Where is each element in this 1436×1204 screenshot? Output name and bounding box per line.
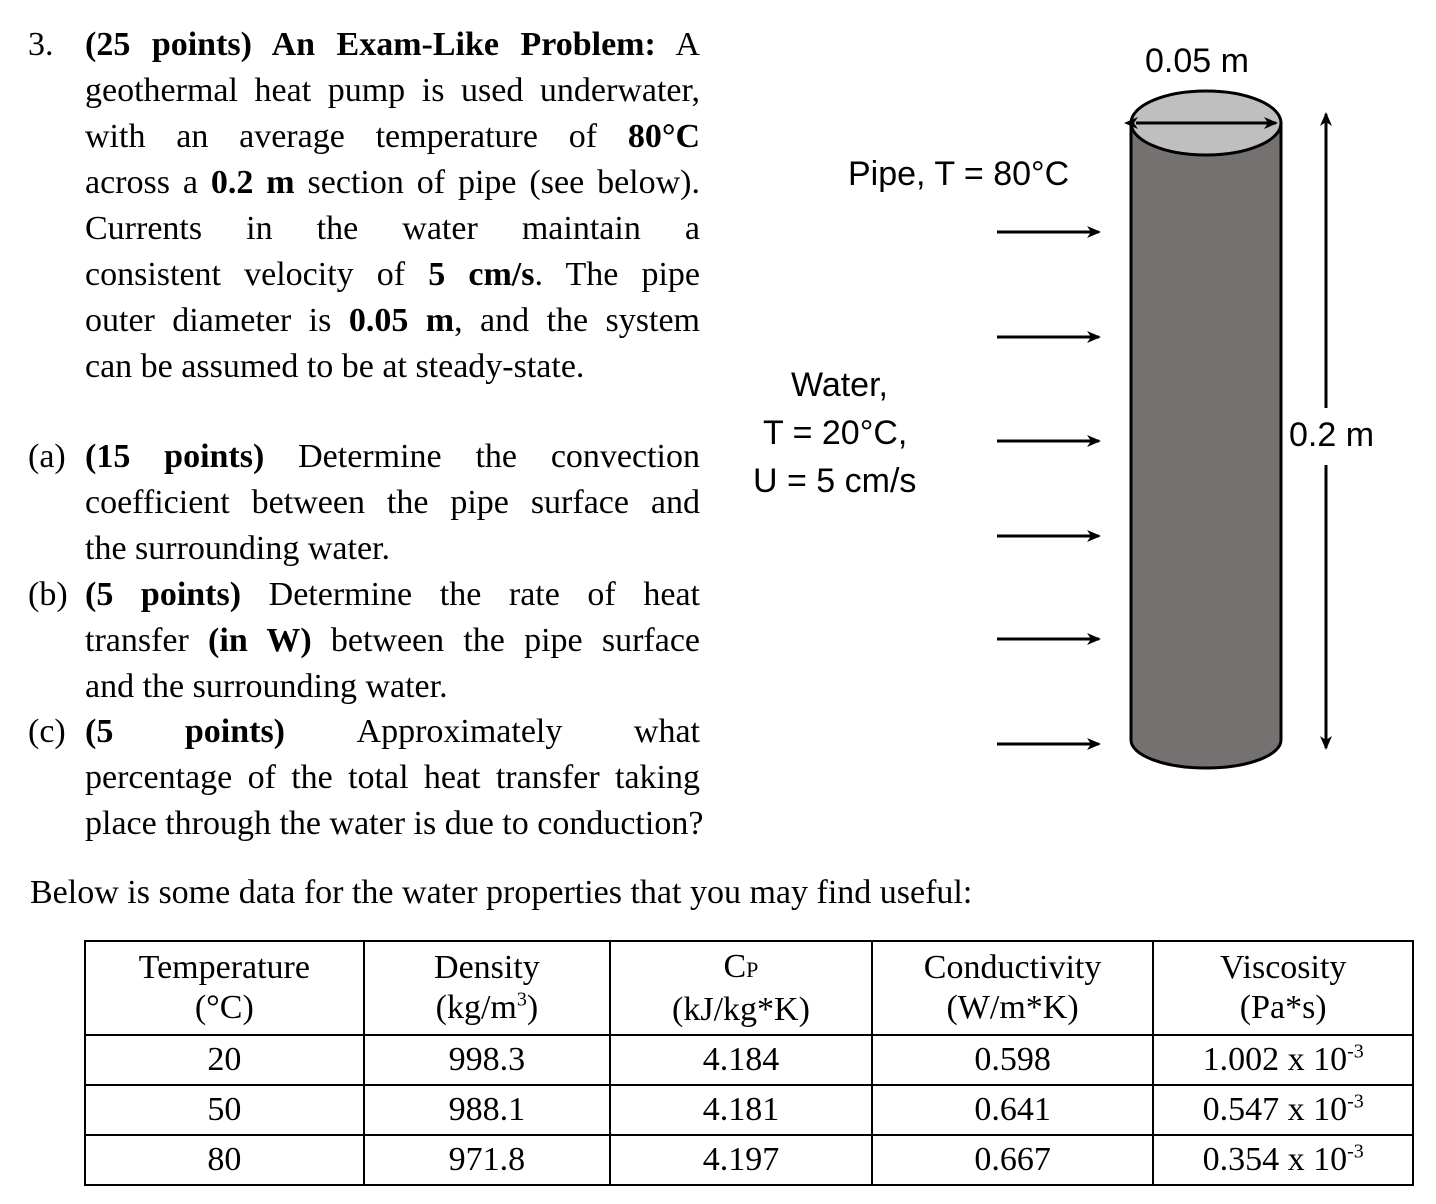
table-intro: Below is some data for the water properties that you may find useful: [30, 874, 973, 911]
part-c-points-2: points) [184, 713, 285, 750]
problem-line-3: with an average temperature of 80°C [85, 118, 700, 155]
problem-number: 3. [28, 26, 54, 63]
water-label-line-3: U = 5 cm/s [753, 462, 917, 500]
header-conductivity: Conductivity (W/m*K) [872, 941, 1154, 1035]
water-properties-table [84, 940, 1414, 1186]
cell-conductivity: 0.598 [872, 1035, 1154, 1085]
cell-density: 998.3 [364, 1035, 611, 1085]
cell-density: 971.8 [364, 1135, 611, 1185]
problem-line-4: across a 0.2 m section of pipe (see below). [85, 164, 700, 201]
problem-line-7: outer diameter is 0.05 m, and the system [85, 302, 701, 339]
length-value: 0.2 m [210, 164, 295, 201]
header-temperature: Temperature (°C) [85, 941, 364, 1035]
table-header-row [85, 941, 1413, 1035]
height-label: 0.2 m [1289, 416, 1375, 454]
part-b-points: (5 points) [85, 576, 242, 613]
water-label-line-1: Water, [791, 366, 888, 404]
cell-cp: 4.181 [610, 1085, 872, 1135]
cell-cp: 4.184 [610, 1035, 872, 1085]
part-a-label: (a) [28, 438, 66, 475]
cell-cp: 4.197 [610, 1135, 872, 1185]
problem-line-2: geothermal heat pump is used underwater, [85, 72, 700, 109]
cell-viscosity: 0.547 x $10^{-3}$ [1153, 1085, 1413, 1135]
pipe-label: Pipe, T = 80°C [848, 155, 1070, 193]
cell-conductivity: 0.641 [872, 1085, 1154, 1135]
part-b-label: (b) [28, 576, 68, 613]
cell-temperature: 80 [85, 1135, 364, 1185]
part-c-points-1: (5 [85, 713, 114, 750]
temp-value: 80°C [627, 118, 700, 155]
part-c-label: (c) [28, 713, 66, 750]
table-row [85, 1085, 1413, 1135]
cell-conductivity: 0.667 [872, 1135, 1154, 1185]
velocity-value: 5 cm/s [428, 256, 535, 293]
header-density: Density $(kg/m^3)$ [364, 941, 611, 1035]
cell-temperature: 50 [85, 1085, 364, 1135]
header-cp: CP (kJ/kg*K) [610, 941, 872, 1035]
problem-line-6: consistent velocity of 5 cm/s. The pipe [85, 256, 700, 293]
part-a-points: (15 points) [85, 438, 265, 475]
part-b-unit: (in W) [208, 622, 312, 659]
problem-line-8: can be assumed to be at steady-state. [85, 348, 585, 385]
cell-density: 988.1 [364, 1085, 611, 1135]
problem-line-1: (25 points) An Exam-Like Problem: A [85, 26, 700, 63]
diameter-value: 0.05 m [348, 302, 455, 339]
problem-line-5: Currents in the water maintain a [85, 210, 700, 247]
problem-title: (25 points) An Exam-Like Problem: [85, 26, 656, 63]
cell-temperature: 20 [85, 1035, 364, 1085]
diameter-label: 0.05 m [1145, 42, 1249, 80]
table-row [85, 1135, 1413, 1185]
pipe-body [1131, 123, 1281, 768]
water-label-line-2: T = 20°C, [763, 414, 908, 452]
cell-viscosity: 0.354 x $10^{-3}$ [1153, 1135, 1413, 1185]
header-viscosity: Viscosity (Pa*s) [1153, 941, 1413, 1035]
table-row [85, 1035, 1413, 1085]
cell-viscosity: 1.002 x $10^{-3}$ [1153, 1035, 1413, 1085]
